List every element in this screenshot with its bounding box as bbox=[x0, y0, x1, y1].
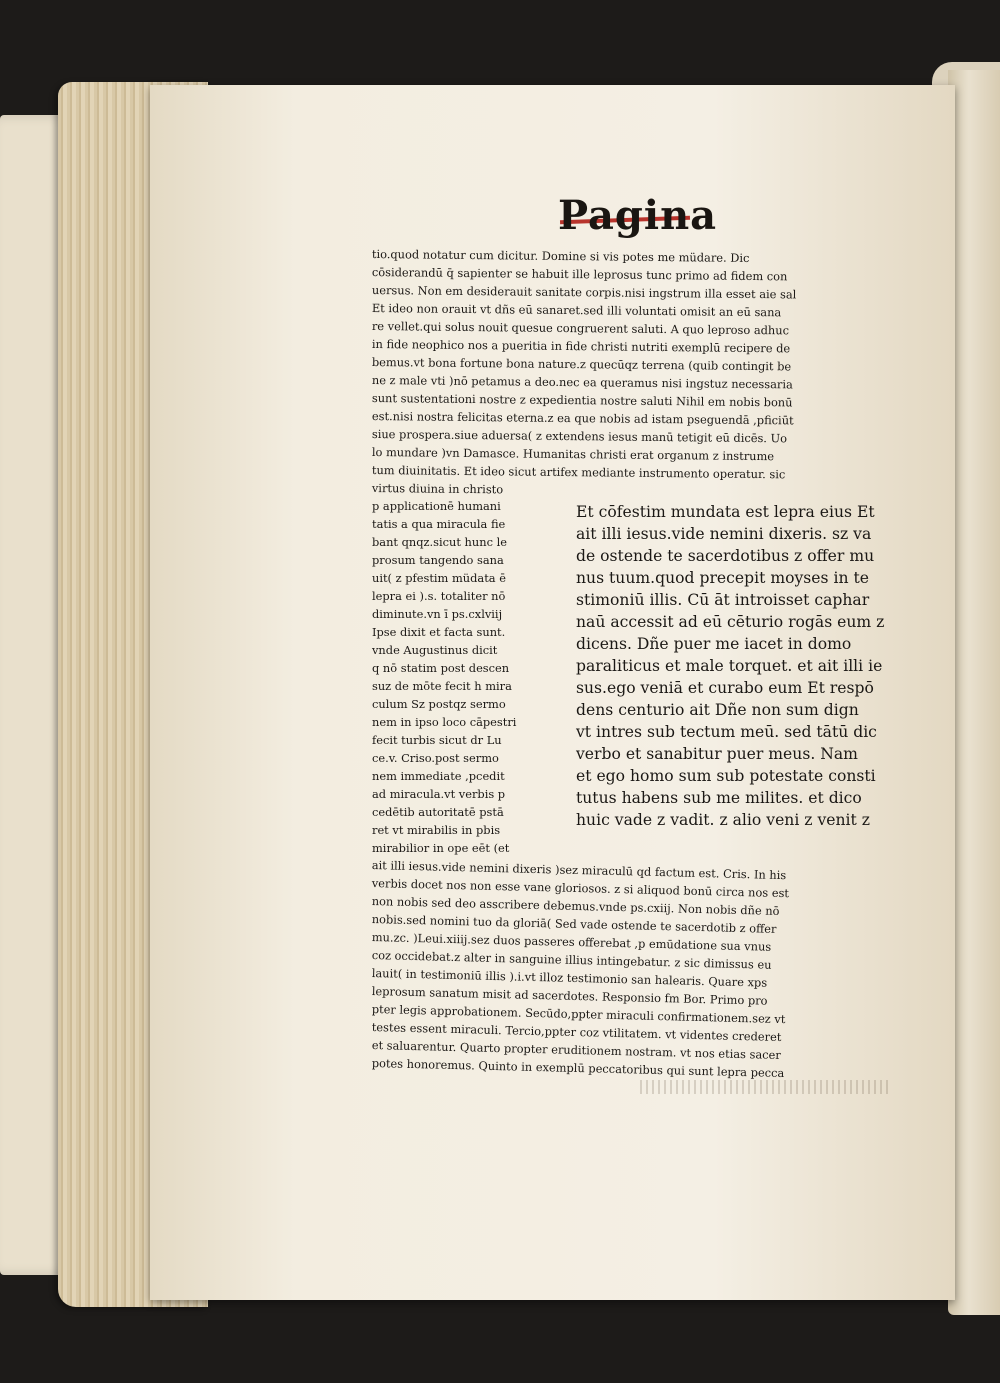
text-line: dicens. Dñe puer me iacet in domo bbox=[576, 635, 852, 653]
text-line: est.nisi nostra felicitas eterna.z ea que nobis ad istam pseguendā ,pficiūt bbox=[371, 408, 794, 428]
text-line: sus.ego veniā et curabo eum Et respō bbox=[576, 679, 874, 697]
text-line: re vellet.qui solus nouit quesue congruerent saluti. A quo leproso adhuc bbox=[371, 318, 790, 338]
text-line: nem in ipso loco cāpestri bbox=[372, 715, 517, 729]
text-line: virtus diuina in christo bbox=[371, 480, 504, 497]
text-line: tutus habens sub me milites. et dico bbox=[576, 789, 862, 807]
text-line: tum diuinitatis. Et ideo sicut artifex mediante instrumento operatur. sic bbox=[371, 462, 786, 482]
text-line: uersus. Non em desiderauit sanitate corpis.nisi ingstrum illa esset aie sal bbox=[371, 282, 797, 302]
text-line: leprosum sanatum misit ad sacerdotes. Responsio fm Bor. Primo pro bbox=[371, 983, 768, 1008]
text-line: sunt sustentationi nostre z expedientia nostre saluti Nihil em nobis bonū bbox=[371, 390, 793, 410]
text-line: lepra ei ).s. totaliter nō bbox=[372, 589, 506, 603]
faint-ink-trace bbox=[640, 1080, 890, 1094]
text-line: ait illi iesus.vide nemini dixeris. sz va bbox=[576, 525, 872, 543]
text-line: et ego homo sum sub potestate consti bbox=[576, 767, 876, 785]
text-line: vnde Augustinus dicit bbox=[372, 643, 498, 657]
text-line: potes honoremus. Quinto in exemplū peccatoribus qui sunt lepra pecca bbox=[371, 1055, 785, 1081]
text-line: non nobis sed deo asscribere debemus.vnde ps.cxiij. Non nobis dñe nō bbox=[371, 893, 780, 918]
text-line: fecit turbis sicut dr Lu bbox=[372, 733, 502, 747]
text-line: naū accessit ad eū cēturio rogās eum z bbox=[576, 613, 885, 631]
facing-page bbox=[948, 70, 1000, 1315]
text-line: mirabilior in ope eēt (et bbox=[372, 841, 510, 855]
text-line: testes essent miraculi. Tercio,ppter coz vtilitatem. vt videntes crederet bbox=[371, 1019, 782, 1045]
text-line: paraliticus et male torquet. et ait illi ie bbox=[576, 657, 883, 675]
text-line: uit( z pfestim müdata ē bbox=[372, 571, 506, 585]
text-line: lauit( in testimoniū illis ).i.vt illoz testimonio san halearis. Quare xps bbox=[371, 965, 768, 990]
text-line: ce.v. Criso.post sermo bbox=[372, 751, 499, 765]
text-line: dens centurio ait Dñe non sum dign bbox=[576, 701, 859, 719]
text-line: de ostende te sacerdotibus z offer mu bbox=[576, 547, 875, 565]
text-line: lo mundare )vn Damasce. Humanitas christi erat organum z instrume bbox=[371, 444, 775, 464]
text-line: huic vade z vadit. z alio veni z venit z bbox=[576, 811, 870, 829]
text-line: nus tuum.quod precepit moyses in te bbox=[576, 569, 869, 587]
text-line: cōsiderandū q̄ sapienter se habuit ille leprosus tunc primo ad fidem con bbox=[371, 264, 788, 284]
text-line: nobis.sed nomini tuo da gloriā( Sed vade ostende te sacerdotib z offer bbox=[371, 911, 777, 936]
text-line: mu.zc. )Leui.xiiij.sez duos passeres offerebat ,p emūdatione sua vnus bbox=[371, 929, 772, 954]
text-line: bant qnqz.sicut hunc le bbox=[372, 535, 507, 549]
text-line: Et ideo non orauit vt dñs eū sanaret.sed illi voluntati omisit an eū sana bbox=[371, 300, 782, 320]
text-line: cedētib autoritatē pstā bbox=[372, 805, 504, 819]
text-line: nem immediate ,pcedit bbox=[372, 769, 505, 783]
text-line: prosum tangendo sana bbox=[372, 553, 504, 567]
text-line: in fide neophico nos a pueritia in fide christi nutriti exemplū recipere de bbox=[371, 336, 791, 356]
text-line: verbo et sanabitur puer meus. Nam bbox=[576, 745, 858, 763]
text-line: ait illi iesus.vide nemini dixeris )sez miraculū qd factum est. Cris. In his bbox=[371, 857, 787, 883]
text-line: Et cōfestim mundata est lepra eius Et bbox=[576, 503, 875, 521]
text-line: p applicationē humani bbox=[372, 499, 501, 513]
text-line: q nō statim post descen bbox=[372, 661, 510, 675]
text-line: coz occidebat.z alter in sanguine illius intingebatur. z sic dimissus eu bbox=[371, 947, 772, 972]
text-line: vt intres sub tectum meū. sed tātū dic bbox=[576, 723, 877, 741]
text-line: bemus.vt bona fortune bona nature.z quecūqz terrena (quib contingit be bbox=[371, 354, 792, 374]
text-line: culum Sz postqz sermo bbox=[372, 697, 506, 711]
text-line: Ipse dixit et facta sunt. bbox=[372, 625, 506, 639]
text-line: diminute.vn ī ps.cxlviij bbox=[372, 607, 503, 621]
running-heading: Pagina bbox=[558, 192, 718, 239]
text-line: suz de mōte fecit h mira bbox=[372, 679, 512, 693]
text-line: et saluarentur. Quarto propter eruditionem nostram. vt nos etias sacer bbox=[371, 1037, 781, 1062]
text-line: ad miracula.vt verbis p bbox=[372, 787, 506, 801]
text-line: tio.quod notatur cum dicitur. Domine si vis potes me müdare. Dic bbox=[371, 246, 750, 265]
text-line: tatis a qua miracula fie bbox=[372, 517, 506, 531]
text-line: stimoniū illis. Cū āt introisset caphar bbox=[576, 591, 870, 609]
text-line: pter legis approbationem. Secūdo,ppter miraculi confirmationem.sez vt bbox=[371, 1001, 786, 1027]
text-line: verbis docet nos non esse vane gloriosos. z si aliquod bonū circa nos est bbox=[371, 875, 790, 901]
text-line: siue prospera.siue aduersa( z extendens iesus manū tetigit eū dicēs. Uo bbox=[371, 426, 788, 446]
text-line: ne z male vti )nō petamus a deo.nec ea queramus nisi ingstuz necessaria bbox=[371, 372, 793, 392]
text-line: ret vt mirabilis in pbis bbox=[372, 823, 501, 837]
